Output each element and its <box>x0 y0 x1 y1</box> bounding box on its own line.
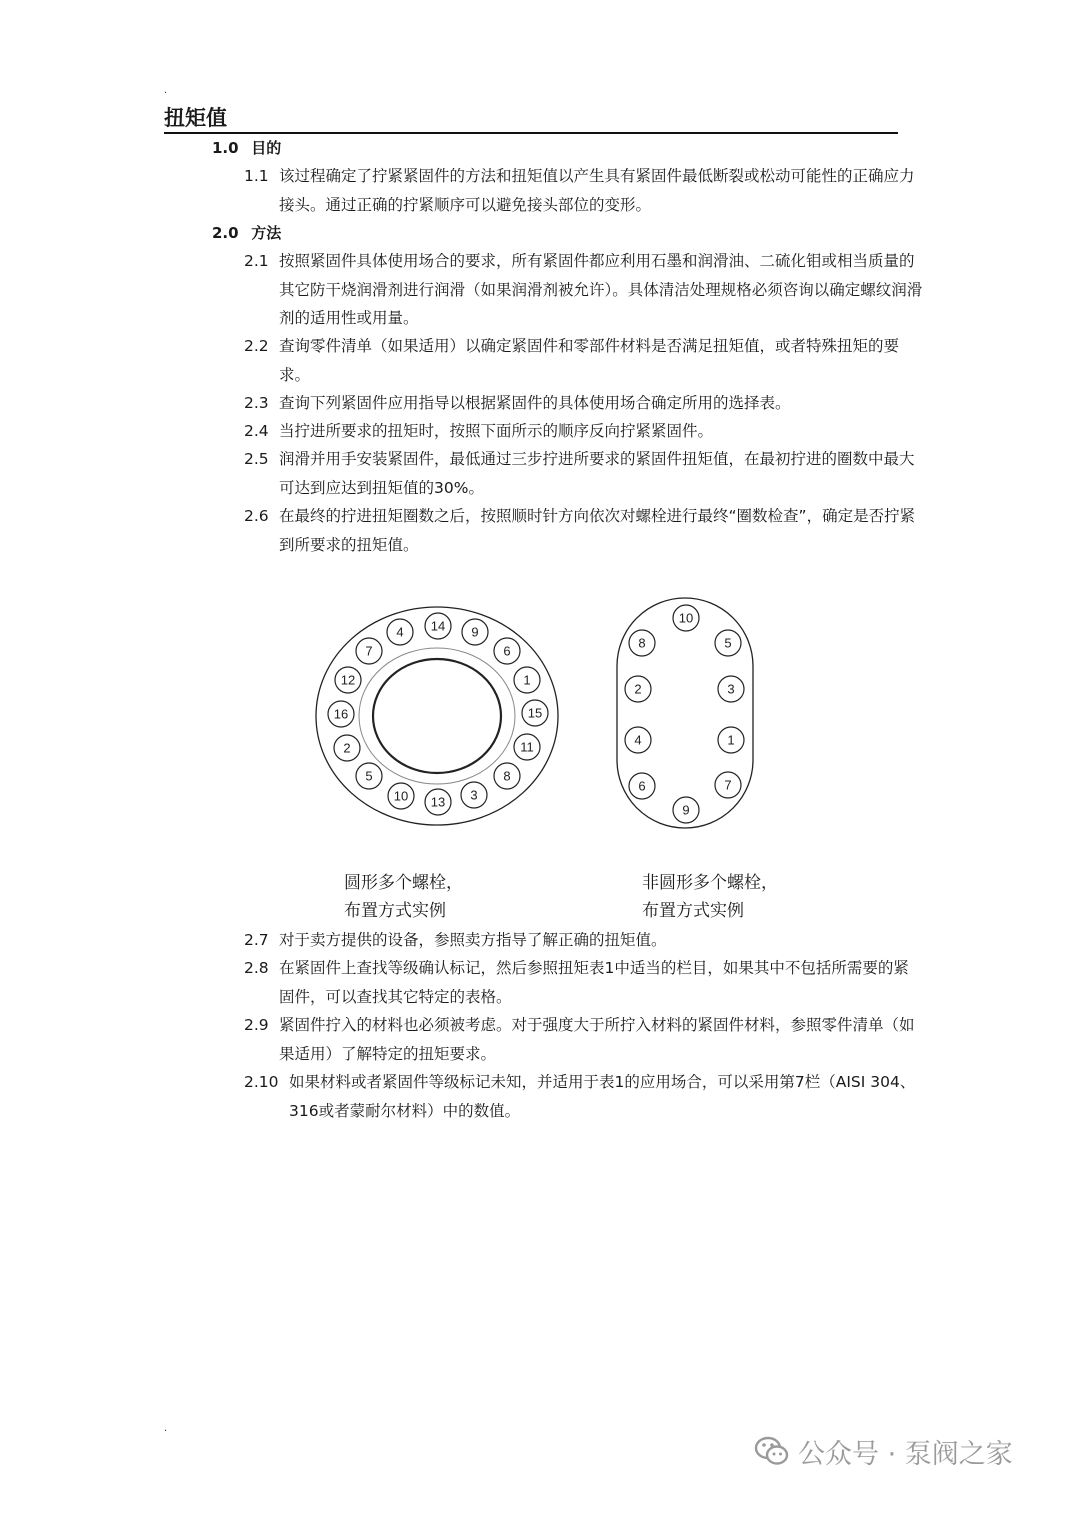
paragraph-number: 2.2 <box>244 337 269 355</box>
circular-bolt-label: 6 <box>503 643 511 659</box>
circular-bolt <box>425 613 451 639</box>
page-marker-top: . <box>164 85 168 96</box>
section-number: 2.0 <box>212 224 239 242</box>
oblong-bolt <box>629 773 655 799</box>
circular-bolt-label: 15 <box>527 705 543 721</box>
oblong-bolt <box>715 630 741 656</box>
circular-bolt <box>387 619 413 645</box>
oblong-bolt-label: 10 <box>678 610 694 626</box>
circular-bolt <box>356 763 382 789</box>
paragraph-text: 按照紧固件具体使用场合的要求，所有紧固件都应利用石墨和润滑油、二硫化钼或相当质量的其它防干烧润滑剂进行润滑（如果润滑剂被允许）。具体清洁处理规格必须咨询以确定螺纹润滑剂的适用性或用量。 <box>279 252 923 327</box>
paragraph-number: 2.6 <box>244 507 269 525</box>
circular-bolt <box>514 667 540 693</box>
circular-figure-caption: 圆形多个螺栓， 布置方式实例 <box>344 873 463 921</box>
paragraph-number: 2.7 <box>244 931 269 949</box>
circular-bolt <box>356 638 382 664</box>
paragraph-2-7 <box>244 926 924 955</box>
paragraph-number: 2.3 <box>244 394 269 412</box>
paragraph-text: 在最终的拧进扭矩圈数之后，按照顺时针方向依次对螺栓进行最终“圈数检查”，确定是否拧紧到所要求的扭矩值。 <box>279 507 916 554</box>
paragraph-number: 1.1 <box>244 167 269 185</box>
oblong-bolt-label: 8 <box>638 635 646 651</box>
watermark <box>752 1431 1052 1471</box>
oblong-bolt-label: 3 <box>727 681 735 697</box>
circular-bolt <box>514 734 540 760</box>
page-title: 扭矩值 <box>164 104 898 134</box>
circular-bolt-label: 14 <box>430 618 446 634</box>
paragraph-number: 2.1 <box>244 252 269 270</box>
circular-bolt <box>425 789 451 815</box>
paragraph-2-10 <box>244 1068 924 1125</box>
paragraph-text: 当拧进所要求的扭矩时，按照下面所示的顺序反向拧紧紧固件。 <box>279 422 714 440</box>
paragraph-text: 如果材料或者紧固件等级标记未知，并适用于表1的应用场合，可以采用第7栏（AISI 304、316或者蒙耐尔材料）中的数值。 <box>289 1073 916 1120</box>
circular-bolt-label: 16 <box>333 706 349 722</box>
circular-bolt-label: 3 <box>470 787 478 803</box>
paragraph-text: 紧固件拧入的材料也必须被考虑。对于强度大于所拧入材料的紧固件材料，参照零件清单（如果适用）了解特定的扭矩要求。 <box>279 1016 915 1063</box>
oblong-bolt <box>629 630 655 656</box>
circular-bolt-label: 4 <box>396 624 404 640</box>
circular-bolt <box>462 619 488 645</box>
section-label: 方法 <box>251 224 282 242</box>
oblong-bolt <box>718 676 744 702</box>
oblong-bolt <box>625 676 651 702</box>
circular-bolt <box>388 783 414 809</box>
paragraph-number: 2.9 <box>244 1016 269 1034</box>
oblong-bolt <box>718 727 744 753</box>
circular-bolt-label: 9 <box>471 624 479 640</box>
circular-bolt-label: 1 <box>523 672 531 688</box>
circular-bolt-label: 8 <box>503 768 511 784</box>
paragraph-number: 2.5 <box>244 450 269 468</box>
flange-bore <box>373 659 501 773</box>
flange-inner-ring <box>359 648 515 784</box>
watermark-text: 公众号 · 泵阀之家 <box>798 1438 1013 1470</box>
oblong-bolt <box>673 797 699 823</box>
wechat-icon <box>752 1431 792 1471</box>
circular-bolt <box>335 667 361 693</box>
oblong-bolt-label: 6 <box>638 778 646 794</box>
paragraph-number: 2.10 <box>244 1073 279 1091</box>
circular-bolt-label: 2 <box>343 740 351 756</box>
oblong-bolt-label: 7 <box>724 777 732 793</box>
circular-bolt-label: 10 <box>393 788 409 804</box>
circular-bolt <box>461 782 487 808</box>
circular-bolt-label: 5 <box>365 768 373 784</box>
oblong-figure-caption: 非圆形多个螺栓， 布置方式实例 <box>642 873 778 921</box>
circular-bolt <box>494 763 520 789</box>
circular-bolt-label: 13 <box>430 794 446 810</box>
paragraph-text: 对于卖方提供的设备，参照卖方指导了解正确的扭矩值。 <box>279 931 667 949</box>
paragraph-text: 查询零件清单（如果适用）以确定紧固件和零部件材料是否满足扭矩值，或者特殊扭矩的要求。 <box>279 337 900 384</box>
paragraph-text: 润滑并用手安装紧固件，最低通过三步拧进所要求的紧固件扭矩值，在最初拧进的圈数中最大可达到应达到扭矩值的30%。 <box>279 450 915 497</box>
circular-bolt-label: 7 <box>365 643 373 659</box>
oblong-bolt <box>673 605 699 631</box>
circular-bolt <box>494 638 520 664</box>
paragraph-2-9 <box>244 1011 924 1068</box>
paragraph-number: 2.4 <box>244 422 269 440</box>
paragraph-text: 该过程确定了拧紧紧固件的方法和扭矩值以产生具有紧固件最低断裂或松动可能性的正确应力接头。通过正确的拧紧顺序可以避免接头部位的变形。 <box>279 167 915 214</box>
paragraph-2-8 <box>244 954 924 1011</box>
section-label: 目的 <box>251 139 282 157</box>
circular-bolt-label: 11 <box>520 739 534 755</box>
circular-bolt <box>522 700 548 726</box>
oblong-bolt-label: 4 <box>634 732 642 748</box>
paragraph-number: 2.8 <box>244 959 269 977</box>
oblong-bolt <box>625 727 651 753</box>
circular-bolt-label: 12 <box>340 672 356 688</box>
oblong-bolt <box>715 772 741 798</box>
circular-flange-diagram <box>316 607 558 825</box>
oblong-bolt-label: 9 <box>682 802 690 818</box>
circular-bolt <box>328 701 354 727</box>
paragraph-text: 查询下列紧固件应用指导以根据紧固件的具体使用场合确定所用的选择表。 <box>279 394 791 412</box>
page-marker-bottom: . <box>164 1423 168 1434</box>
oblong-bolt-label: 5 <box>724 635 732 651</box>
section-number: 1.0 <box>212 139 239 157</box>
oblong-bolt-label: 2 <box>634 681 642 697</box>
oblong-flange-diagram <box>617 598 753 828</box>
paragraph-text: 在紧固件上查找等级确认标记，然后参照扭矩表1中适当的栏目，如果其中不包括所需要的紧固件，可以查找其它特定的表格。 <box>279 959 909 1006</box>
circular-bolt <box>334 735 360 761</box>
oblong-bolt-label: 1 <box>727 732 735 748</box>
